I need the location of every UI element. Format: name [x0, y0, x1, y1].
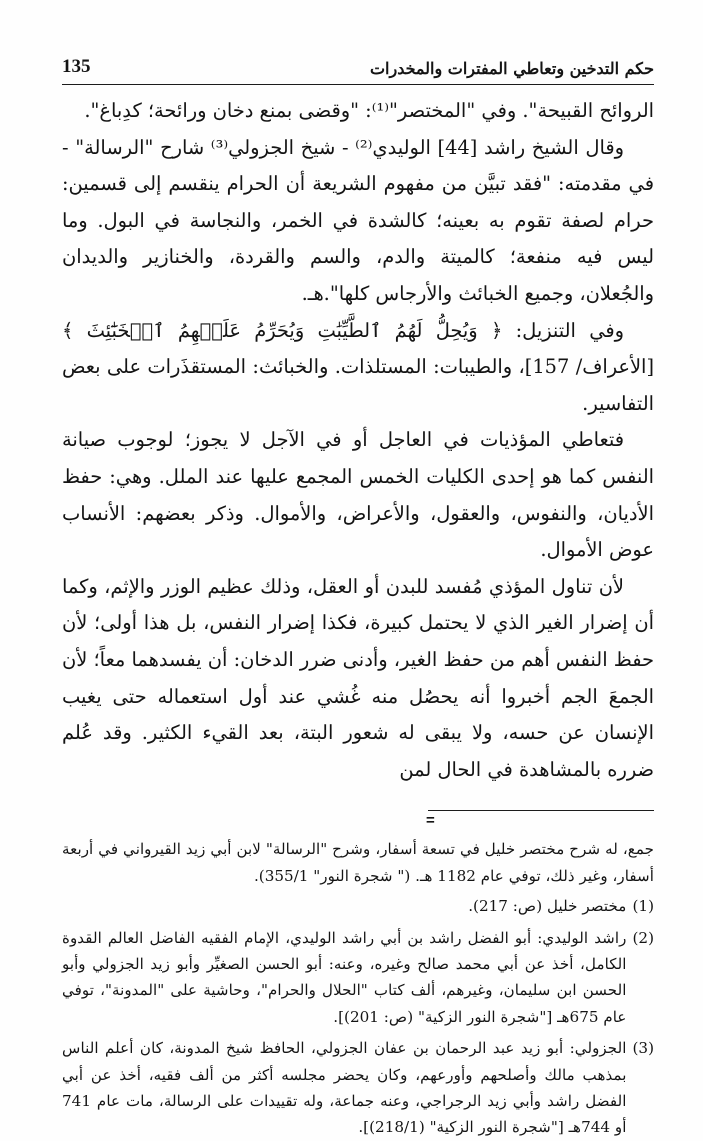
footnote [62, 893, 654, 919]
paragraph: الروائح القبيحة". وفي "المختصر"⁽¹⁾: "وقضى بمنع دخان ورائحة؛ كدِباغ". [84, 99, 654, 122]
book-page [62, 55, 655, 1137]
footnote-text: مختصر خليل (ص: 217). [468, 897, 627, 916]
footnote-text: راشد الوليدي: أبو الفضل راشد بن أبي راشد الوليدي، الإمام الفقيه الفاضل العالم القدوة الكامل، أخذ عن أبي محمد صالح وغيره، وعنه: أبو الحسن الصغيِّر وأبو زيد الجزولي وأبو الحسن ابن سليمان، وغيرهم، ألف كتاب "الحلال والحرام"، وحاشية على "المدونة"، توفي عام 675هـ ["شجرة النور الزكية" (ص: 201)]. [62, 928, 627, 1026]
main-text [62, 93, 654, 788]
footnotes [62, 836, 654, 1140]
paragraph: لأن تناول المؤذي مُفسد للبدن أو العقل، وذلك عظيم الوزر والإثم، وكما أن إضرار الغير الذي لا يحتمل كبيرة، فكذا إضرار النفس، بل هذا أولى؛ لأن حفظ النفس أهم من حفظ الغير، وأدنى ضرر الدخان: أن يفسدهما معاً؛ لأن الجمعَ الجم أخبروا أنه يحصُل منه غُشي عند أول استعماله حتى يغيب الإنسان عن حسه، ولا يبقى له شعور البتة، بعد القيء الكثير. وقد عُلم ضرره بالمشاهدة في الحال لمن [62, 574, 654, 781]
page-header [62, 55, 654, 85]
paragraph: وقال الشيخ راشد [44] الوليدي⁽²⁾ - شيخ الجزولي⁽³⁾ شارح "الرسالة" - في مقدمته: "فقد تبيَّن من مفهوم الشريعة أن الحرام ينقسم إلى قسمين: حرام لصفة تقوم به بعينه؛ كالشدة في الخمر، والنجاسة في البول. وما ليس فيه منفعة؛ كالميتة والدم، والسم والقردة، والخنازير والديدان والجُعلان، وجميع الخبائث والأرجاس كلها".هـ. [62, 135, 654, 305]
continuation-mark: = [426, 812, 435, 830]
footnote [62, 925, 654, 1031]
footnote-number: (3) [632, 1039, 654, 1058]
footnote-number: (2) [632, 928, 654, 947]
paragraph: فتعاطي المؤذيات في العاجل أو في الآجل لا يجوز؛ لوجوب صيانة النفس كما هو إحدى الكليات الخمس المجمع عليها عند الملل. وهي: حفظ الأديان، والنفوس، والعقول، والأعراض، والأموال. وذكر بعضهم: الأنساب عوض الأموال. [62, 428, 654, 562]
footnote [62, 1035, 654, 1141]
paragraph: وفي التنزيل: ﴿ وَيُحِلُّ لَهُمُ ٱلطَّيِّبَٰتِ وَيُحَرِّمُ عَلَيۡهِمُ ٱلۡخَبَٰٓئِثَ ﴾ [الأعراف/ 157]، والطيبات: المستلذات. والخبائث: المستقذَرات على بعض التفاسير. [62, 318, 655, 415]
footnote-continuation: جمع، له شرح مختصر خليل في تسعة أسفار، وشرح "الرسالة" لابن أبي زيد القيرواني في أربعة أسفار، وغير ذلك، توفي عام 1182 هـ. (" شجرة النور" 355/1). [62, 840, 654, 885]
footnote-number: (1) [632, 897, 654, 916]
page-number: 135 [62, 56, 91, 77]
footnote-separator [426, 810, 654, 830]
footnote-text: الجزولي: أبو زيد عبد الرحمان بن عفان الجزولي، الحافظ شيخ المدونة، كان أعلم الناس بمذهب مالك وأصلحهم وأورعهم، وكان يحضر مجلسه أكثر من ألف فقيه، أخذ عن أبي الفضل راشد وأبي زيد الرجراجي، وعنه جماعة، وله تقييدات على الرسالة، مات عام 741 أو 744هـ ["شجرة النور الزكية" (218/1)]. [62, 1039, 627, 1137]
running-title: حكم التدخين وتعاطي المفترات والمخدرات [369, 59, 654, 78]
